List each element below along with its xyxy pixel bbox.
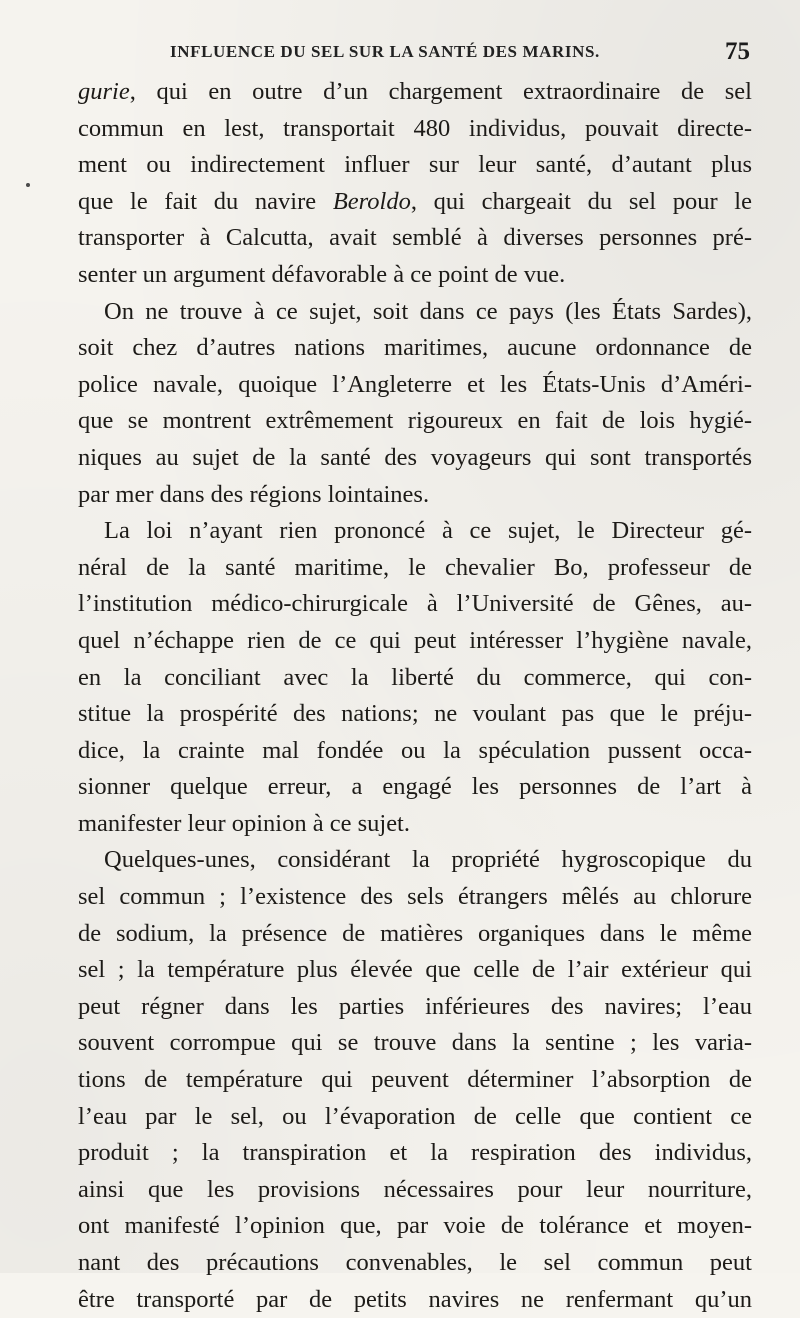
text-line: peut régner dans les parties inférieures des navires; l’eau: [78, 992, 752, 1020]
italic-word: Beroldo: [332, 187, 411, 215]
text-line: transporter à Calcutta, avait semblé à diverses personnes pré-: [78, 224, 752, 252]
text-line: ainsi que les provisions nécessaires pour leur nourriture,: [78, 1175, 752, 1203]
text-line: niques au sujet de la santé des voyageurs qui sont transportés: [78, 443, 752, 471]
paragraph: [78, 842, 752, 1318]
text-line: manifester leur opinion à ce sujet.: [78, 809, 410, 837]
text-line: senter un argument défavorable à ce point de vue.: [78, 260, 566, 288]
text-line: commun en lest, transportait 480 individus, pouvait directe-: [78, 114, 752, 142]
text-line: que se montrent extrêmement rigoureux en fait de lois hygié-: [78, 407, 752, 435]
text-line: gurie, qui en outre d’un chargement extraordinaire de sel: [78, 78, 752, 105]
text-line: souvent corrompue qui se trouve dans la sentine ; les varia-: [78, 1029, 752, 1057]
text-line: soit chez d’autres nations maritimes, aucune ordonnance de: [78, 334, 752, 362]
ink-speck: [26, 183, 30, 187]
text-line: La loi n’ayant rien prononcé à ce sujet, le Directeur gé-: [104, 517, 752, 545]
text-line: sionner quelque erreur, a engagé les personnes de l’art à: [78, 773, 752, 801]
text-line: sel ; la température plus élevée que celle de l’air extérieur qui: [78, 956, 752, 984]
running-head: [170, 38, 750, 70]
text-line: ment ou indirectement influer sur leur santé, d’autant plus: [78, 151, 752, 179]
italic-word: gurie: [78, 78, 130, 105]
text-line: l’institution médico-chirurgicale à l’Université de Gênes, au-: [78, 590, 752, 618]
body-text: [78, 74, 752, 1318]
text-line: dice, la crainte mal fondée ou la spéculation pussent occa-: [78, 736, 752, 764]
page-number: 75: [725, 38, 750, 65]
text-line: nant des précautions convenables, le sel commun peut: [78, 1249, 752, 1276]
text-line: produit ; la transpiration et la respiration des individus,: [78, 1139, 752, 1167]
text-line: tions de température qui peuvent déterminer l’absorption de: [78, 1066, 752, 1094]
text-line: quel n’échappe rien de ce qui peut intéresser l’hygiène navale,: [78, 626, 752, 654]
paragraph: [78, 74, 752, 294]
text-line: stitue la prospérité des nations; ne voulant pas que le préju-: [78, 700, 752, 728]
text-line: que le fait du navire Beroldo, qui chargeait du sel pour le: [78, 187, 752, 215]
running-title: INFLUENCE DU SEL SUR LA SANTÉ DES MARINS.: [170, 42, 600, 61]
paragraph: [78, 294, 752, 514]
text-line: On ne trouve à ce sujet, soit dans ce pays (les États Sardes),: [104, 297, 752, 325]
text-line: par mer dans des régions lointaines.: [78, 480, 430, 508]
paragraph: [78, 513, 752, 842]
text-line: de sodium, la présence de matières organiques dans le même: [78, 919, 752, 947]
text-line: police navale, quoique l’Angleterre et les États-Unis d’Améri-: [78, 370, 752, 398]
text-line: ont manifesté l’opinion que, par voie de tolérance et moyen-: [78, 1212, 752, 1240]
text-line: être transporté par de petits navires ne renfermant qu’un: [78, 1285, 752, 1313]
text-line: sel commun ; l’existence des sels étrangers mêlés au chlorure: [78, 883, 752, 911]
text-line: l’eau par le sel, ou l’évaporation de celle que contient ce: [78, 1102, 752, 1130]
text-line: néral de la santé maritime, le chevalier Bo, professeur de: [78, 553, 752, 581]
text-line: en la conciliant avec la liberté du commerce, qui con-: [78, 663, 752, 691]
text-line: Quelques-unes, considérant la propriété hygroscopique du: [104, 846, 752, 874]
